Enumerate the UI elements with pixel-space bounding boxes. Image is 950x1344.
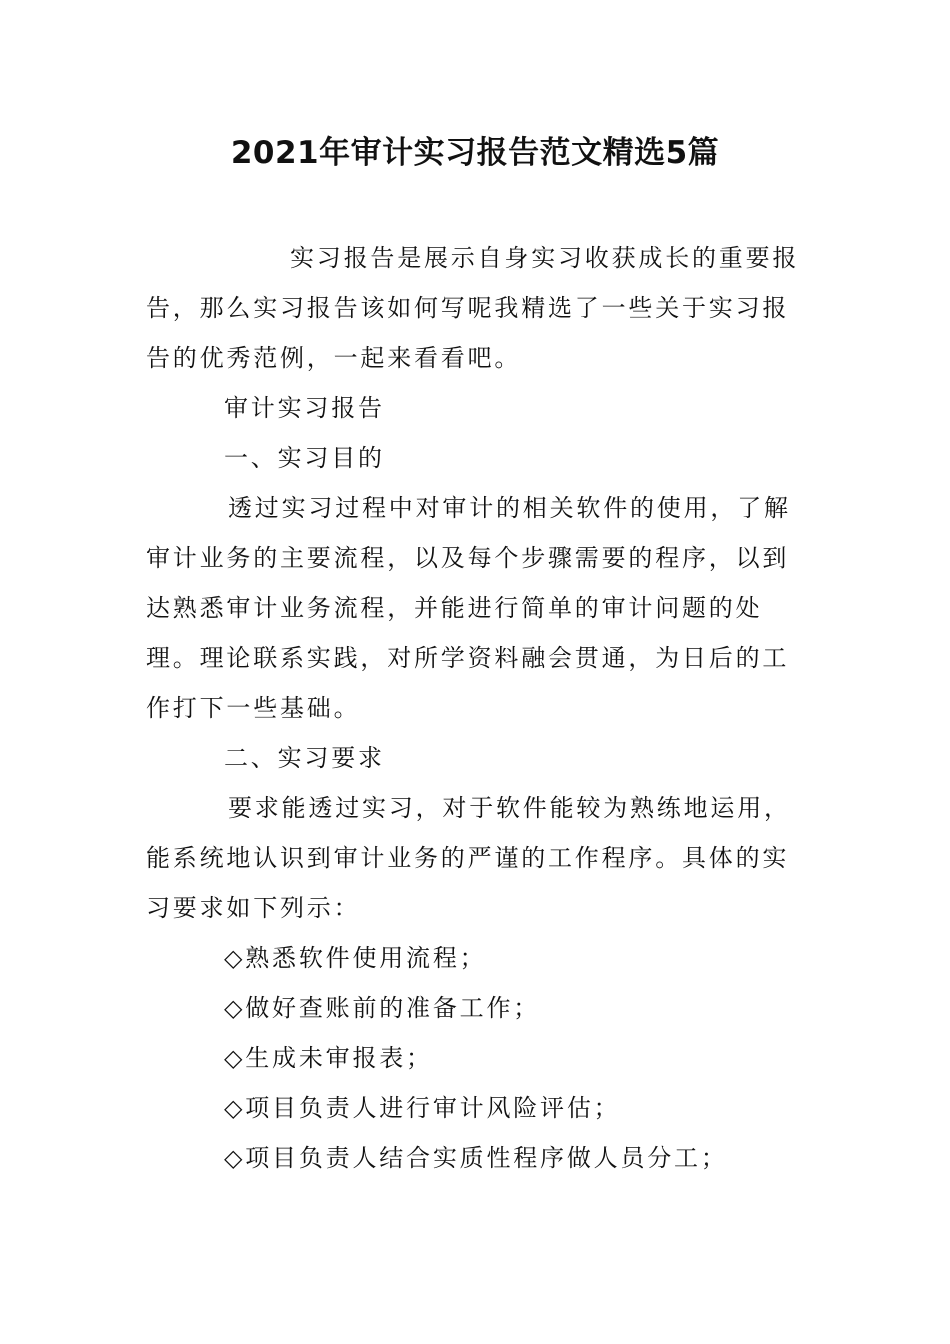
list-item: ◇项目负责人进行审计风险评估； bbox=[224, 1094, 621, 1122]
intro-paragraph: 实习报告是展示自身实习收获成长的重要报告，那么实习报告该如何写呢我精选了一些关于实习报告的优秀范例，一起来看看吧。 bbox=[146, 244, 800, 372]
document-body bbox=[146, 233, 810, 1183]
list-item: ◇熟悉软件使用流程； bbox=[224, 944, 487, 972]
part1-body-paragraph: 透过实习过程中对审计的相关软件的使用，了解审计业务的主要流程，以及每个步骤需要的程序，以到达熟悉审计业务流程，并能进行简单的审计问题的处理。理论联系实践，对所学资料融会贯通，为日后的工作打下一些基础。 bbox=[146, 494, 791, 722]
document-title: 2021年审计实习报告范文精选5篇 bbox=[230, 135, 720, 171]
list-item: ◇做好查账前的准备工作； bbox=[224, 994, 541, 1022]
list-item: ◇生成未审报表； bbox=[224, 1044, 433, 1072]
part2-body-paragraph: 要求能透过实习，对于软件能较为熟练地运用，能系统地认识到审计业务的严谨的工作程序。具体的实习要求如下列示： bbox=[146, 794, 791, 922]
section-heading: 审计实习报告 bbox=[224, 394, 385, 422]
list-item: ◇项目负责人结合实质性程序做人员分工； bbox=[224, 1144, 728, 1172]
part1-heading: 一、实习目的 bbox=[224, 444, 385, 472]
part2-heading: 二、实习要求 bbox=[224, 744, 385, 772]
